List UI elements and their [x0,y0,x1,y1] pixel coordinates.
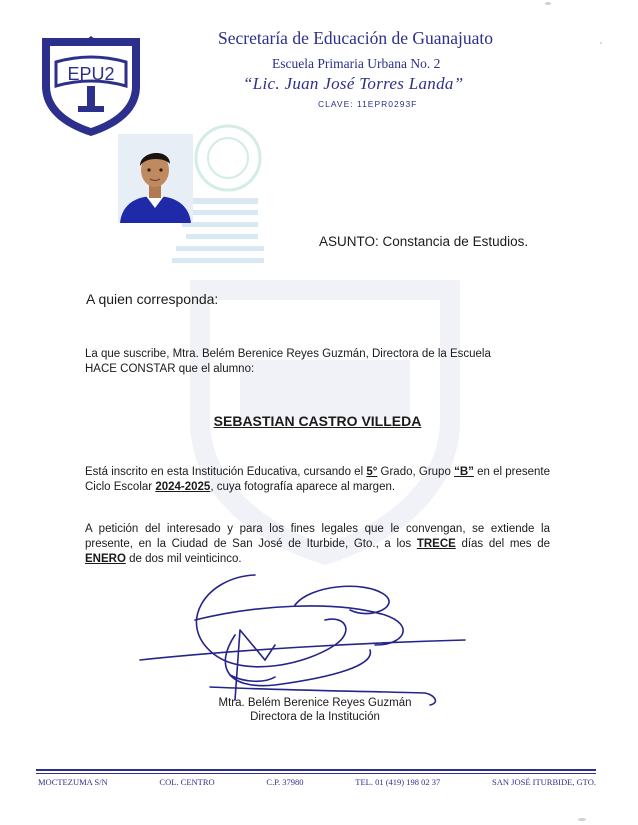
footer-colonia: COL. CENTRO [159,777,215,787]
footer-postal-code: C.P. 37980 [266,777,304,787]
footer-contact [38,777,596,787]
signatory-name: Mtra. Belém Berenice Reyes Guzmán [218,697,412,709]
scan-speck [545,2,551,5]
logo-text: EPU2 [67,64,115,84]
scan-speck [578,818,586,821]
student-photo [118,134,193,223]
school-honorific-name: “Lic. Juan José Torres Landa” [243,74,464,93]
day-value: TRECE [416,538,456,550]
school-year-value: 2024-2025 [155,481,211,493]
school-name: Escuela Primaria Urbana No. 2 [272,56,441,71]
issuance-text-2: días del mes de [455,538,550,550]
footer-phone: TEL. 01 (419) 198 02 37 [355,777,441,787]
group-value: “B” [454,466,474,478]
paragraph-enrollment [85,465,550,495]
student-name-text: SEBASTIAN CASTRO VILLEDA [213,413,422,429]
footer-divider-thick [36,769,596,771]
paragraph-intro [85,347,550,377]
month-value: ENERO [85,553,126,565]
scan-speck [600,42,602,44]
paragraph-intro-line2: HACE CONSTAR que el alumno: [85,363,255,375]
enrollment-text-2: Grado, Grupo [377,466,455,478]
handwritten-signature [135,565,475,715]
paragraph-issuance [85,522,550,567]
issuance-text-1: A petición del interesado y para los fines legales que le convengan, se extiende la presente, en la Ciudad de San José de Iturbide, Gto., a los [85,523,550,550]
student-name [85,413,550,429]
grade-value: 5° [366,466,378,478]
enrollment-text-1: Está inscrito en esta Institución Educativa, cursando el [85,466,367,478]
paragraph-intro-line1: La que suscribe, Mtra. Belém Berenice Reyes Guzmán, Directora de la Escuela [85,348,491,360]
footer-city: SAN JOSÉ ITURBIDE, GTO. [492,777,596,787]
school-code: CLAVE: 11EPR0293F [318,99,418,109]
issuance-text-3: de dos mil veinticinco. [125,553,242,565]
secretaria-title: Secretaría de Educación de Guanajuato [218,28,494,48]
enrollment-text-4: , cuya fotografía aparece al margen. [210,481,396,493]
subject-line: ASUNTO: Constancia de Estudios. [319,234,529,249]
enrollment-text-3: en el presente Ciclo Escolar [85,466,550,493]
footer-divider-thin [36,773,596,774]
greeting: A quien corresponda: [86,291,219,307]
school-logo [36,28,146,138]
footer-address: MOCTEZUMA S/N [38,777,108,787]
signatory-role: Directora de la Institución [250,711,380,723]
